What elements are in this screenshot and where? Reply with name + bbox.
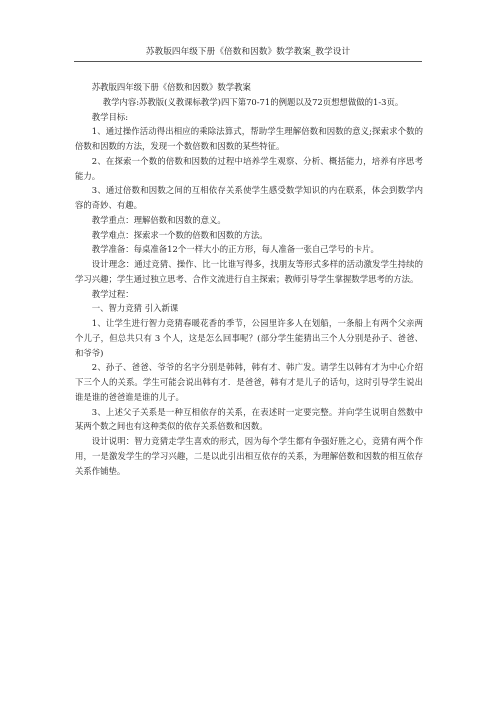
header-divider bbox=[74, 61, 422, 62]
section-1-heading: 一、智力竞猜 引入新课 bbox=[91, 303, 179, 314]
step-2: 2、孙子、爸爸、爷爷的名字分别是韩韩，韩有才、韩广发。请学生以韩有才为中心介绍下三个人的关系。学生可能会说出韩有才．是爸爸，韩有才是儿子的话句，这时引导学生说出谁是谁的爸爸谁是谁的儿子。 bbox=[75, 362, 423, 402]
step-3: 3、上述父子关系是一种互相依存的关系，在表述时一定要完整。并向学生说明自然数中某两个数之间也有这种类似的依存关系倍数和因数。 bbox=[75, 406, 423, 432]
design-concept: 设计理念：通过竞猜、操作、比一比谁写得多，找朋友等形式多样的活动激发学生持续的学习兴趣；学生通过独立思考、合作文流进行自主探索；教师引导学生掌握数学思考的方法。 bbox=[75, 259, 423, 284]
objective-1: 1、通过操作活动得出相应的乘除法算式，帮助学生理解倍数和因数的意义;探索求个数的倍数和因数的方法，发现一个数倍数和因数的某些特征。 bbox=[75, 126, 423, 151]
teaching-content: 教学内容:苏教版(义教课标教学)四下第70-71的例题以及72页想想做做的1-3页。 bbox=[102, 96, 404, 107]
body-title: 苏教版四年级下册《倍数和因数》数学教案 bbox=[91, 82, 251, 92]
document-body bbox=[75, 80, 423, 478]
design-note: 设计说明：智力竞猜走学生喜欢的形式，因为每个学生都有争强好胜之心，竞猜有两个作用，一是激发学生的学习兴趣，二是以此引出相互依存的关系，为理解倍数和因数的相互依存关系作铺垫。 bbox=[75, 436, 423, 476]
preparation: 教学准备：每桌准备12个一样大小的正方形，每人准备一张自己学号的卡片。 bbox=[91, 244, 379, 255]
objective-2: 2、在探索一个数的倍数和因数的过程中培养学生观察、分析、概括能力，培养有序思考能力。 bbox=[75, 155, 423, 181]
objectives-heading: 教学目标: bbox=[91, 111, 129, 122]
page-header-title: 苏教版四年级下册《倍数和因数》数学教案_教学设计 bbox=[145, 47, 351, 57]
process-heading: 教学过程： bbox=[91, 288, 134, 299]
key-point: 教学重点：理解倍数和因数的意义。 bbox=[91, 214, 226, 225]
difficult-point: 教学难点：探索求一个数的倍数和因数的方法。 bbox=[91, 229, 268, 240]
objective-3: 3、通过倍数和因数之间的互相依存关系使学生感受数学知识的内在联系，体会到数学内容的奇妙、有趣。 bbox=[75, 185, 423, 210]
step-1: 1、让学生进行智力竞猜春暖花香的季节，公园里许多人在划船，一条船上有两个父亲两个儿子，但总共只有 3 个人，这是怎么回事呢？(部分学生能猜出三个人分别是孙子、爸爸、和爷爷) bbox=[75, 318, 423, 358]
